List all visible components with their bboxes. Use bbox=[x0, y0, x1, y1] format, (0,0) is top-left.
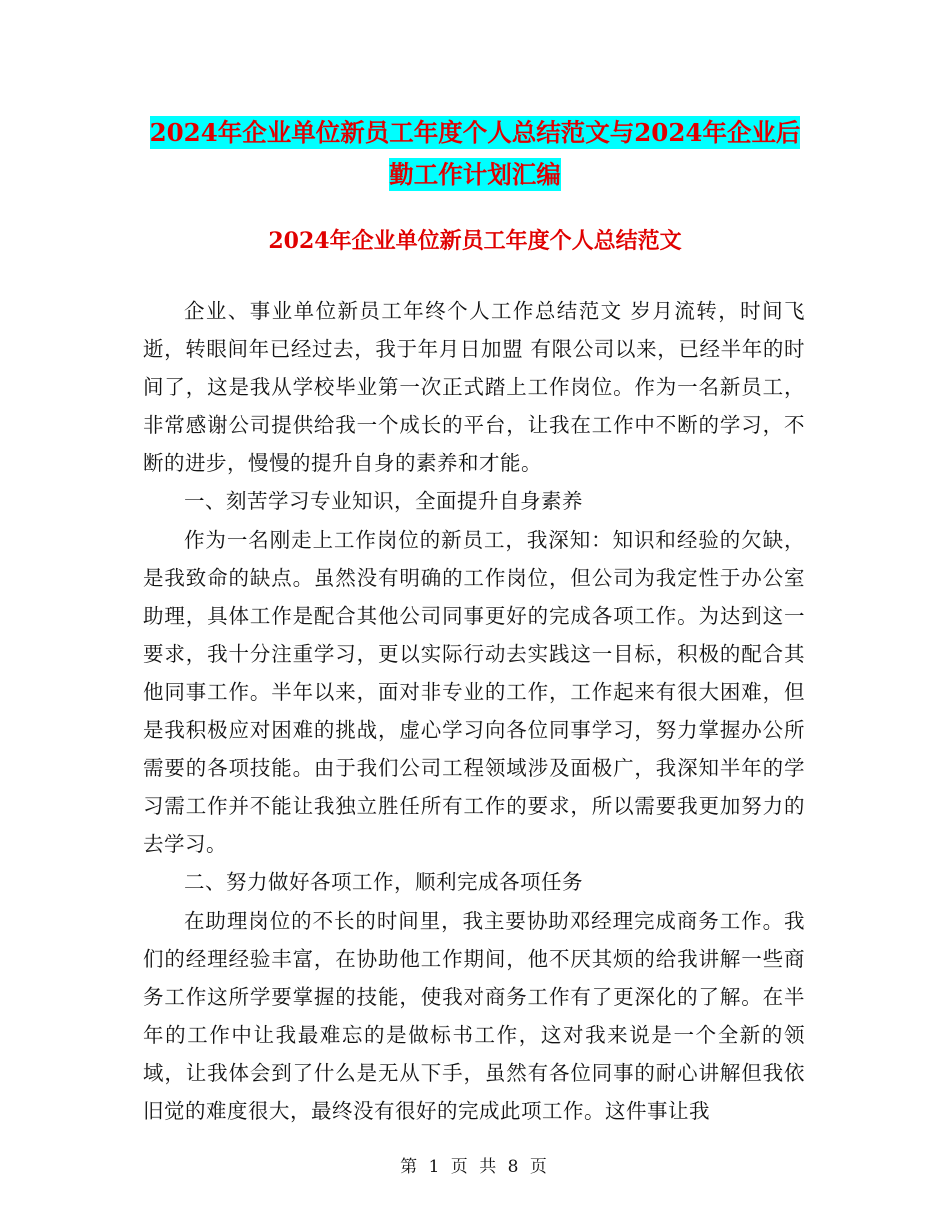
section-title: 2024年企业单位新员工年度个人总结范文 bbox=[268, 228, 682, 254]
paragraph-section-1: 作为一名刚走上工作岗位的新员工，我深知：知识和经验的欠缺，是我致命的缺点。虽然没有明确的工作岗位，但公司为我定性于办公室助理，具体工作是配合其他公司同事更好的完成各项工作。为达到这一要求，我十分注重学习，更以实际行动去实践这一目标，积极的配合其他同事工作。半年以来，面对非专业的工作，工作起来有很大困难，但是我积极应对困难的挑战，虚心学习向各位同事学习，努力掌握办公所需要的各项技能。由于我们公司工程领域涉及面极广，我深知半年的学习需工作并不能让我独立胜任所有工作的要求，所以需要我更加努力的去学习。 bbox=[143, 527, 805, 857]
paragraph-intro: 企业、事业单位新员工年终个人工作总结范文 岁月流转，时间飞逝，转眼间年已经过去，我于年月日加盟 有限公司以来，已经半年的时间了，这是我从学校毕业第一次正式踏上工作岗位。作为一名新员工，非常感谢公司提供给我一个成长的平台，让我在工作中不断的学习，不断的进步，慢慢的提升自身的素养和才能。 bbox=[143, 299, 805, 476]
page-number-footer: 第 1 页 共 8 页 bbox=[400, 1157, 550, 1177]
heading-section-1: 一、刻苦学习专业知识，全面提升自身素养 bbox=[184, 489, 583, 514]
heading-section-2: 二、努力做好各项工作，顺利完成各项任务 bbox=[184, 870, 583, 895]
document-title bbox=[140, 112, 810, 196]
paragraph-section-2: 在助理岗位的不长的时间里，我主要协助邓经理完成商务工作。我们的经理经验丰富，在协助他工作期间，他不厌其烦的给我讲解一些商务工作这所学要掌握的技能，使我对商务工作有了更深化的了解。在半年的工作中让我最难忘的是做标书工作，这对我来说是一个全新的领域，让我体会到了什么是无从下手，虽然有各位同事的耐心讲解但我依旧觉的难度很大，最终没有很好的完成此项工作。这件事让我 bbox=[143, 908, 805, 1123]
document-title-highlight: 2024年企业单位新员工年度个人总结范文与2024年企业后勤工作计划汇编 bbox=[149, 118, 801, 189]
document-body bbox=[143, 292, 805, 1130]
